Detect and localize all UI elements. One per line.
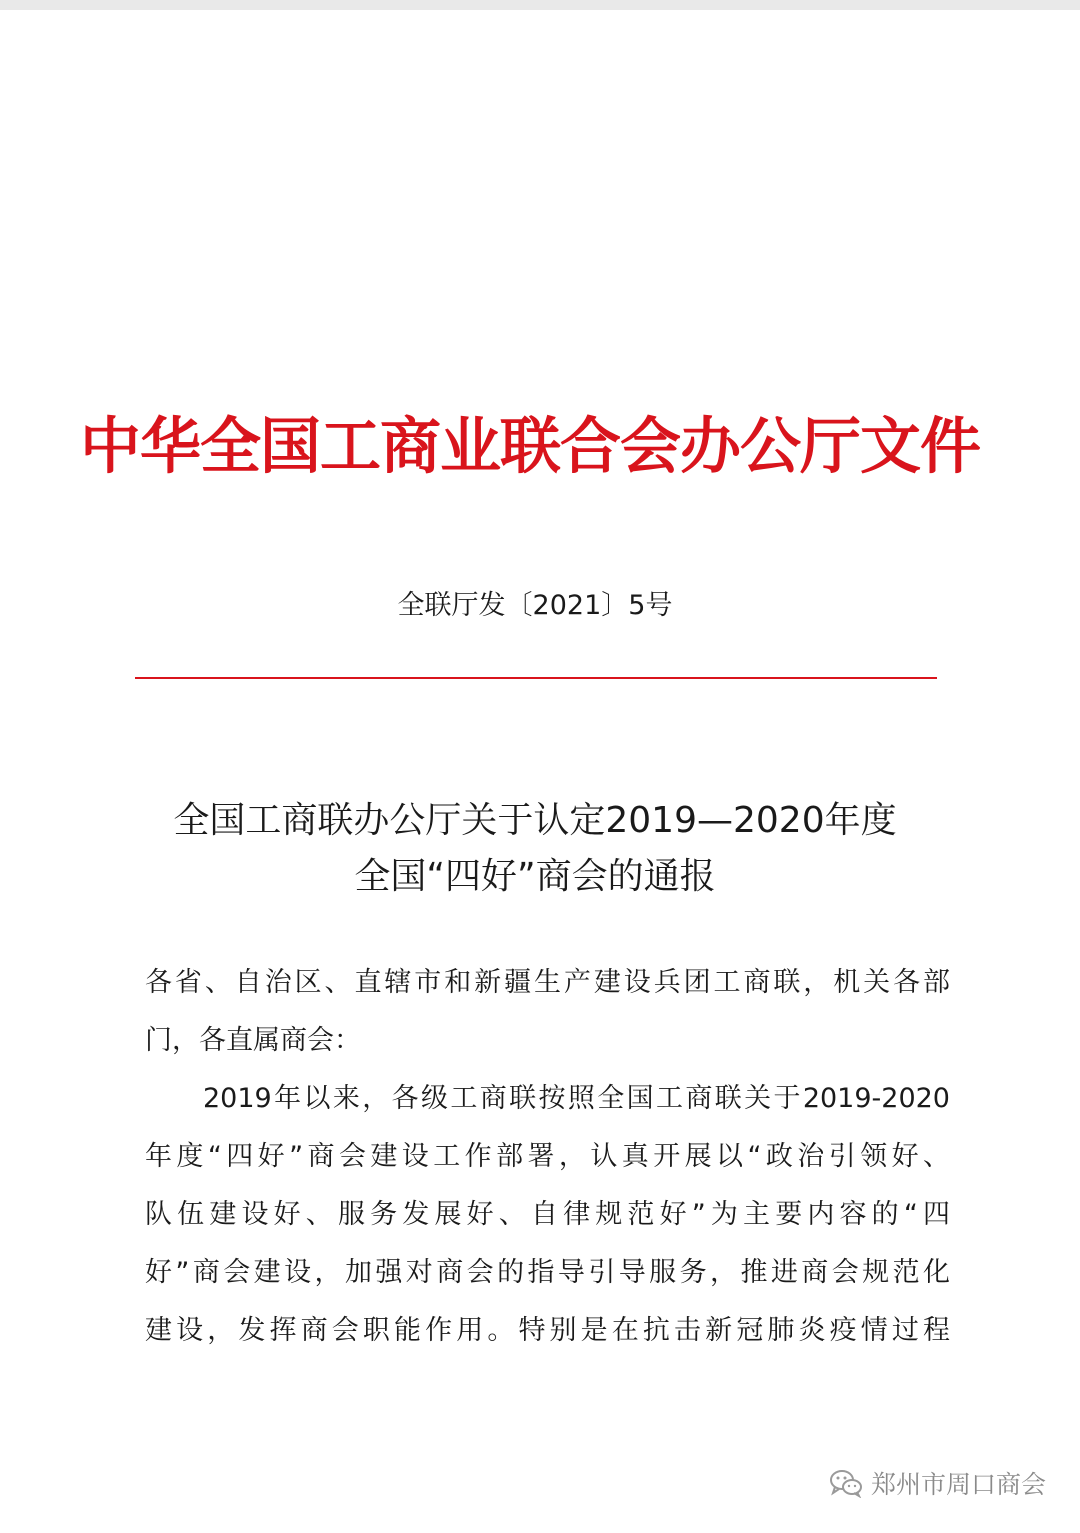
document-body: [145, 960, 950, 1366]
paragraph-line: 年度“四好”商会建设工作部署，认真开展以“政治引领好、: [145, 1141, 950, 1172]
paragraph-line: 队伍建设好、服务发展好、自律规范好”为主要内容的“四: [145, 1199, 950, 1230]
addressee-line: 各省、自治区、直辖市和新疆生产建设兵团工商联，机关各部: [145, 967, 950, 998]
addressee-line: 门，各直属商会：: [145, 1025, 361, 1056]
wechat-icon: [829, 1468, 863, 1498]
watermark: [829, 1465, 1046, 1501]
red-divider: [135, 677, 937, 679]
paragraph-line: 好”商会建设，加强对商会的指导引导服务，推进商会规范化: [145, 1257, 950, 1288]
watermark-text: 郑州市周口商会: [870, 1470, 1046, 1499]
title-line: 全国“四好”商会的通报: [354, 856, 716, 897]
paragraph-line: 建设，发挥商会职能作用。特别是在抗击新冠肺炎疫情过程: [145, 1315, 950, 1346]
top-strip: [0, 0, 1080, 10]
letterhead: 中华全国工商业联合会办公厅文件: [79, 411, 980, 482]
paragraph-line: 2019年以来，各级工商联按照全国工商联关于2019-2020: [203, 1083, 950, 1114]
title-line: 全国工商联办公厅关于认定2019—2020年度: [173, 800, 897, 841]
document-title: [100, 793, 970, 905]
doc-number: 全联厅发〔2021〕5号: [397, 590, 673, 621]
